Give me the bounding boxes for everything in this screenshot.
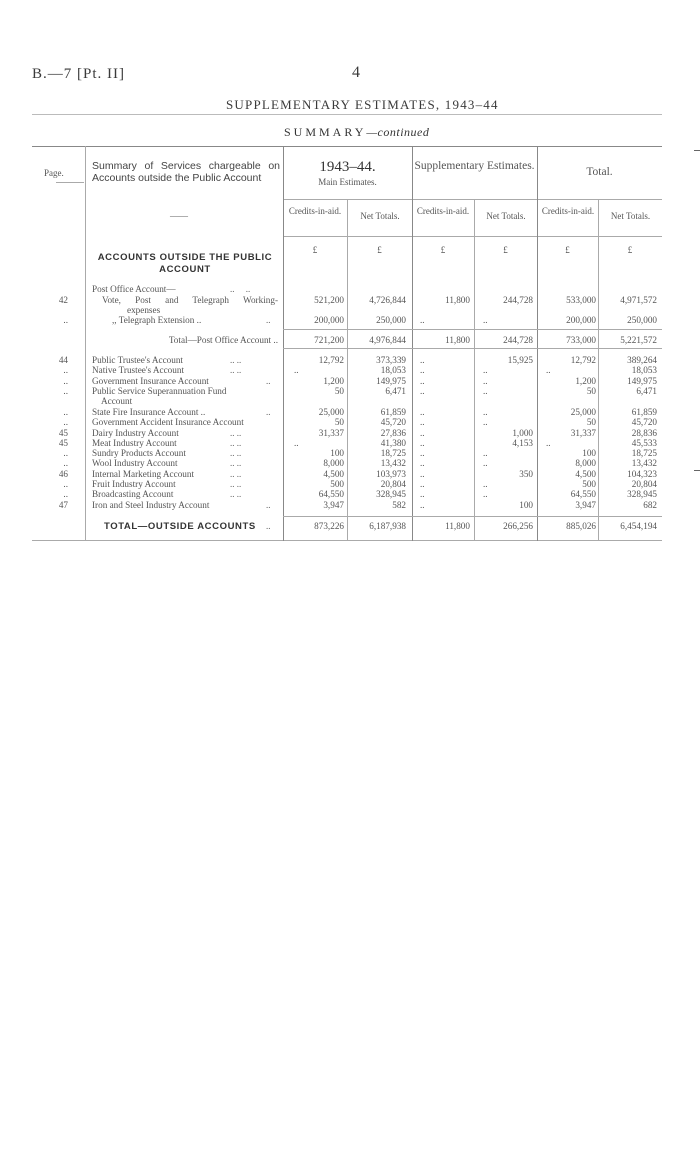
cell-net-supp: 244,728 (503, 295, 533, 305)
cell-credits-supp: 11,800 (445, 295, 470, 305)
currency-symbol: £ (440, 245, 446, 255)
subtotal-rule (283, 348, 662, 349)
row-label: Government Insurance Account (92, 375, 209, 386)
cell-credits-total: .. (546, 437, 551, 448)
row-label: State Fire Insurance Account .. (92, 406, 206, 417)
cell-credits-total: 533,000 (566, 295, 596, 305)
cell-net-main: 45,720 (380, 417, 406, 428)
currency-symbol: £ (377, 245, 382, 255)
row-page: .. (63, 365, 68, 376)
cell-credits-total: 31,337 (570, 427, 596, 438)
cell-net-supp: 350 (519, 468, 533, 479)
cell-net-total: 28,836 (631, 427, 657, 438)
row-label: Public Trustee's Account (92, 355, 183, 365)
cell-net-total: 6,471 (636, 385, 657, 396)
cell-net-main: 6,187,938 (369, 521, 406, 531)
row-label: Iron and Steel Industry Account (92, 499, 210, 510)
cell-credits-supp: .. (420, 448, 425, 459)
cell-credits-total: 4,500 (575, 468, 596, 479)
summary-continued: —continued (366, 125, 430, 139)
subheader-credits-main: Credits-in-aid. (288, 206, 342, 216)
cell-credits-total: 50 (586, 417, 596, 428)
row-page: 47 (58, 499, 68, 510)
cell-credits-main: 25,000 (318, 406, 344, 417)
row-page: .. (63, 375, 68, 386)
cell-credits-total: 12,792 (570, 355, 596, 365)
row-label: Native Trustee's Account (92, 365, 184, 376)
cell-net-supp: 244,728 (503, 335, 533, 345)
cell-net-supp: .. (483, 458, 488, 469)
leader-dots: .. .. (230, 468, 242, 479)
cell-net-main: 18,725 (380, 448, 406, 459)
cell-net-total: 45,720 (631, 417, 657, 428)
header-bottom-rule (283, 236, 662, 237)
cell-net-main: 149,975 (376, 375, 406, 386)
grand-total-label: TOTAL—OUTSIDE ACCOUNTS (104, 521, 256, 532)
cell-net-main: 103,973 (376, 468, 406, 479)
cell-credits-main: 12,792 (318, 355, 344, 365)
row-page: .. (63, 417, 68, 428)
cell-credits-supp: .. (420, 355, 425, 365)
cell-credits-main: 200,000 (314, 315, 344, 325)
cell-net-supp: .. (483, 385, 488, 396)
document-reference: B.—7 [Pt. II] (32, 66, 125, 82)
col-header-total: Total. (586, 166, 613, 178)
cell-credits-main: .. (294, 437, 299, 448)
currency-symbol: £ (627, 245, 633, 255)
leader-dots: .. .. (230, 479, 242, 489)
cell-credits-total: 500 (582, 479, 596, 489)
cell-credits-main: 64,550 (318, 489, 344, 500)
cell-credits-supp: .. (420, 437, 425, 448)
cell-net-main: 20,804 (380, 479, 406, 489)
cell-net-supp: .. (483, 479, 488, 489)
cell-credits-main: 4,500 (323, 468, 344, 479)
subheader-rule (283, 199, 662, 200)
cell-credits-total: 100 (582, 448, 596, 459)
row-label: Vote, Post and Telegraph Working- (102, 295, 278, 305)
page-number: 4 (352, 64, 360, 81)
cell-net-supp: .. (483, 406, 488, 417)
section-title: ACCOUNTS OUTSIDE THE PUBLIC ACCOUNT (97, 252, 273, 275)
cell-net-main: 4,726,844 (369, 295, 406, 305)
cell-net-total: 149,975 (627, 375, 657, 386)
cell-net-supp: .. (483, 448, 488, 459)
leader-dots: .. .. (230, 448, 242, 459)
scan-mark (694, 150, 700, 151)
col-header-year: 1943–44. (319, 159, 376, 175)
cell-credits-supp: .. (420, 499, 425, 510)
page-col-rule (56, 182, 84, 183)
cell-credits-total: 885,026 (566, 521, 596, 531)
cell-net-total: 104,323 (627, 468, 657, 479)
cell-credits-supp: .. (420, 365, 425, 376)
row-page: 42 (58, 295, 68, 305)
row-page: .. (63, 406, 68, 417)
cell-net-total: 18,725 (631, 448, 657, 459)
cell-credits-main: 31,337 (318, 427, 344, 438)
subheader-net-supp: Net Totals. (486, 211, 526, 221)
row-page: 45 (58, 437, 68, 448)
cell-net-total: 61,859 (631, 406, 657, 417)
row-label: Internal Marketing Account (92, 468, 195, 479)
cell-net-main: 41,380 (380, 437, 406, 448)
cell-net-total: 682 (643, 499, 657, 510)
cell-net-main: 328,945 (376, 489, 406, 500)
section-heading (284, 125, 429, 140)
cell-net-total: 45,533 (631, 437, 657, 448)
leader-dots: .. .. (230, 458, 242, 469)
cell-credits-supp: .. (420, 458, 425, 469)
leader-dots: .. (266, 375, 271, 386)
cell-net-total: 4,971,572 (620, 295, 657, 305)
cell-net-supp: 4,153 (512, 437, 533, 448)
cell-credits-total: 1,200 (575, 375, 596, 386)
col-header-page: Page. (44, 168, 64, 178)
cell-net-total: 18,053 (631, 365, 657, 376)
row-label: Broadcasting Account (92, 489, 174, 500)
cell-net-main: 582 (392, 499, 406, 510)
cell-net-supp: .. (483, 315, 488, 325)
row-label: Public Service Superannuation Fund (92, 385, 227, 396)
row-page: .. (63, 448, 68, 459)
cell-credits-total: 8,000 (575, 458, 596, 469)
cell-net-main: 250,000 (376, 315, 406, 325)
leader-dots: .. .. (230, 437, 242, 448)
cell-net-total: 20,804 (631, 479, 657, 489)
row-label: Wool Industry Account (92, 458, 178, 469)
total-rule (283, 516, 662, 517)
cell-net-main: 6,471 (385, 385, 406, 396)
cell-credits-supp: .. (420, 315, 425, 325)
col-header-main-estimates: Main Estimates. (318, 177, 377, 187)
subtotal-rule (283, 329, 662, 330)
cell-net-supp: .. (483, 417, 488, 428)
cell-credits-main: 100 (330, 448, 344, 459)
cell-net-supp: 266,256 (503, 521, 533, 531)
cell-net-supp: 15,925 (507, 355, 533, 365)
leader-dots: .. (266, 521, 271, 531)
cell-net-main: 373,339 (376, 355, 406, 365)
row-label-cont: Account (101, 395, 133, 406)
col-header-supplementary: Supplementary Estimates. (414, 160, 535, 172)
cell-net-main: 27,836 (380, 427, 406, 438)
cell-credits-main: 50 (334, 385, 344, 396)
cell-credits-total: 25,000 (570, 406, 596, 417)
leader-dots: .. (266, 406, 271, 417)
cell-net-main: 61,859 (380, 406, 406, 417)
cell-net-total: 389,264 (627, 355, 657, 365)
scan-mark (694, 470, 700, 471)
cell-credits-total: 50 (586, 385, 596, 396)
row-page: .. (63, 385, 68, 396)
header-rule (32, 114, 662, 115)
cell-credits-total: .. (546, 365, 551, 376)
cell-credits-main: 873,226 (314, 521, 344, 531)
col-rule-page (85, 146, 86, 541)
cell-net-total: 6,454,194 (620, 521, 657, 531)
cell-net-supp: 100 (519, 499, 533, 510)
cell-credits-supp: .. (420, 417, 425, 428)
cell-credits-supp: .. (420, 406, 425, 417)
row-page: .. (63, 315, 68, 325)
cell-net-total: 13,432 (631, 458, 657, 469)
cell-credits-supp: .. (420, 489, 425, 500)
leader-dots: .. .. (230, 427, 242, 438)
row-label: ,, Telegraph Extension .. (112, 315, 202, 325)
cell-net-main: 13,432 (380, 458, 406, 469)
cell-credits-total: 200,000 (566, 315, 596, 325)
row-label-cont: expenses (127, 305, 161, 315)
row-page: .. (63, 458, 68, 469)
cell-net-main: 18,053 (380, 365, 406, 376)
col-header-description: Summary of Services chargeable on Accounts outside the Public Account (92, 160, 280, 184)
row-page: 44 (58, 355, 68, 365)
row-label: Government Accident Insurance Account (92, 417, 244, 428)
leader-dots: .. .. (230, 284, 251, 294)
cell-credits-supp: .. (420, 385, 425, 396)
cell-credits-supp: .. (420, 479, 425, 489)
cell-credits-total: 3,947 (575, 499, 596, 510)
col-header-dash: —— (170, 211, 188, 221)
row-page: 45 (58, 427, 68, 438)
cell-credits-supp: .. (420, 427, 425, 438)
cell-credits-supp: .. (420, 468, 425, 479)
cell-credits-main: 3,947 (323, 499, 344, 510)
page-title: SUPPLEMENTARY ESTIMATES, 1943–44 (226, 97, 499, 112)
row-label: Dairy Industry Account (92, 427, 179, 438)
subheader-credits-total: Credits-in-aid. (541, 206, 595, 216)
cell-credits-main: 721,200 (314, 335, 344, 345)
post-office-heading: Post Office Account— (92, 284, 176, 294)
cell-net-main: 4,976,844 (369, 335, 406, 345)
summary-word: SUMMARY (284, 125, 367, 139)
cell-credits-total: 733,000 (566, 335, 596, 345)
currency-symbol: £ (503, 245, 508, 255)
cell-credits-total: 64,550 (570, 489, 596, 500)
subheader-net-main: Net Totals. (360, 211, 400, 221)
cell-net-total: 250,000 (627, 315, 657, 325)
currency-symbol: £ (312, 245, 318, 255)
cell-net-supp: .. (483, 489, 488, 500)
cell-net-supp: .. (483, 365, 488, 376)
cell-credits-main: 521,200 (314, 295, 344, 305)
cell-net-total: 328,945 (627, 489, 657, 500)
row-label: Total—Post Office Account .. (168, 335, 278, 345)
cell-credits-main: 500 (330, 479, 344, 489)
cell-credits-supp: .. (420, 375, 425, 386)
subheader-net-total: Net Totals. (610, 211, 651, 221)
leader-dots: .. .. (230, 365, 242, 376)
cell-credits-main: .. (294, 365, 299, 376)
cell-net-total: 5,221,572 (620, 335, 657, 345)
row-label: Meat Industry Account (92, 437, 177, 448)
table-top-rule (32, 146, 662, 147)
leader-dots: .. (266, 499, 271, 510)
cell-net-supp: .. (483, 375, 488, 386)
cell-credits-main: 1,200 (323, 375, 344, 386)
cell-credits-main: 50 (334, 417, 344, 428)
leader-dots: .. (266, 315, 271, 325)
leader-dots: .. .. (230, 489, 242, 500)
row-label: Sundry Products Account (92, 448, 186, 459)
subheader-credits-supp: Credits-in-aid. (416, 206, 470, 216)
currency-symbol: £ (565, 245, 570, 255)
cell-net-supp: 1,000 (512, 427, 533, 438)
row-page: .. (63, 479, 68, 489)
cell-credits-supp: 11,800 (445, 521, 470, 531)
cell-credits-supp: 11,800 (445, 335, 470, 345)
cell-credits-main: 8,000 (323, 458, 344, 469)
row-page: 46 (58, 468, 68, 479)
row-page: .. (63, 489, 68, 500)
leader-dots: .. .. (230, 355, 242, 365)
row-label: Fruit Industry Account (92, 479, 176, 489)
